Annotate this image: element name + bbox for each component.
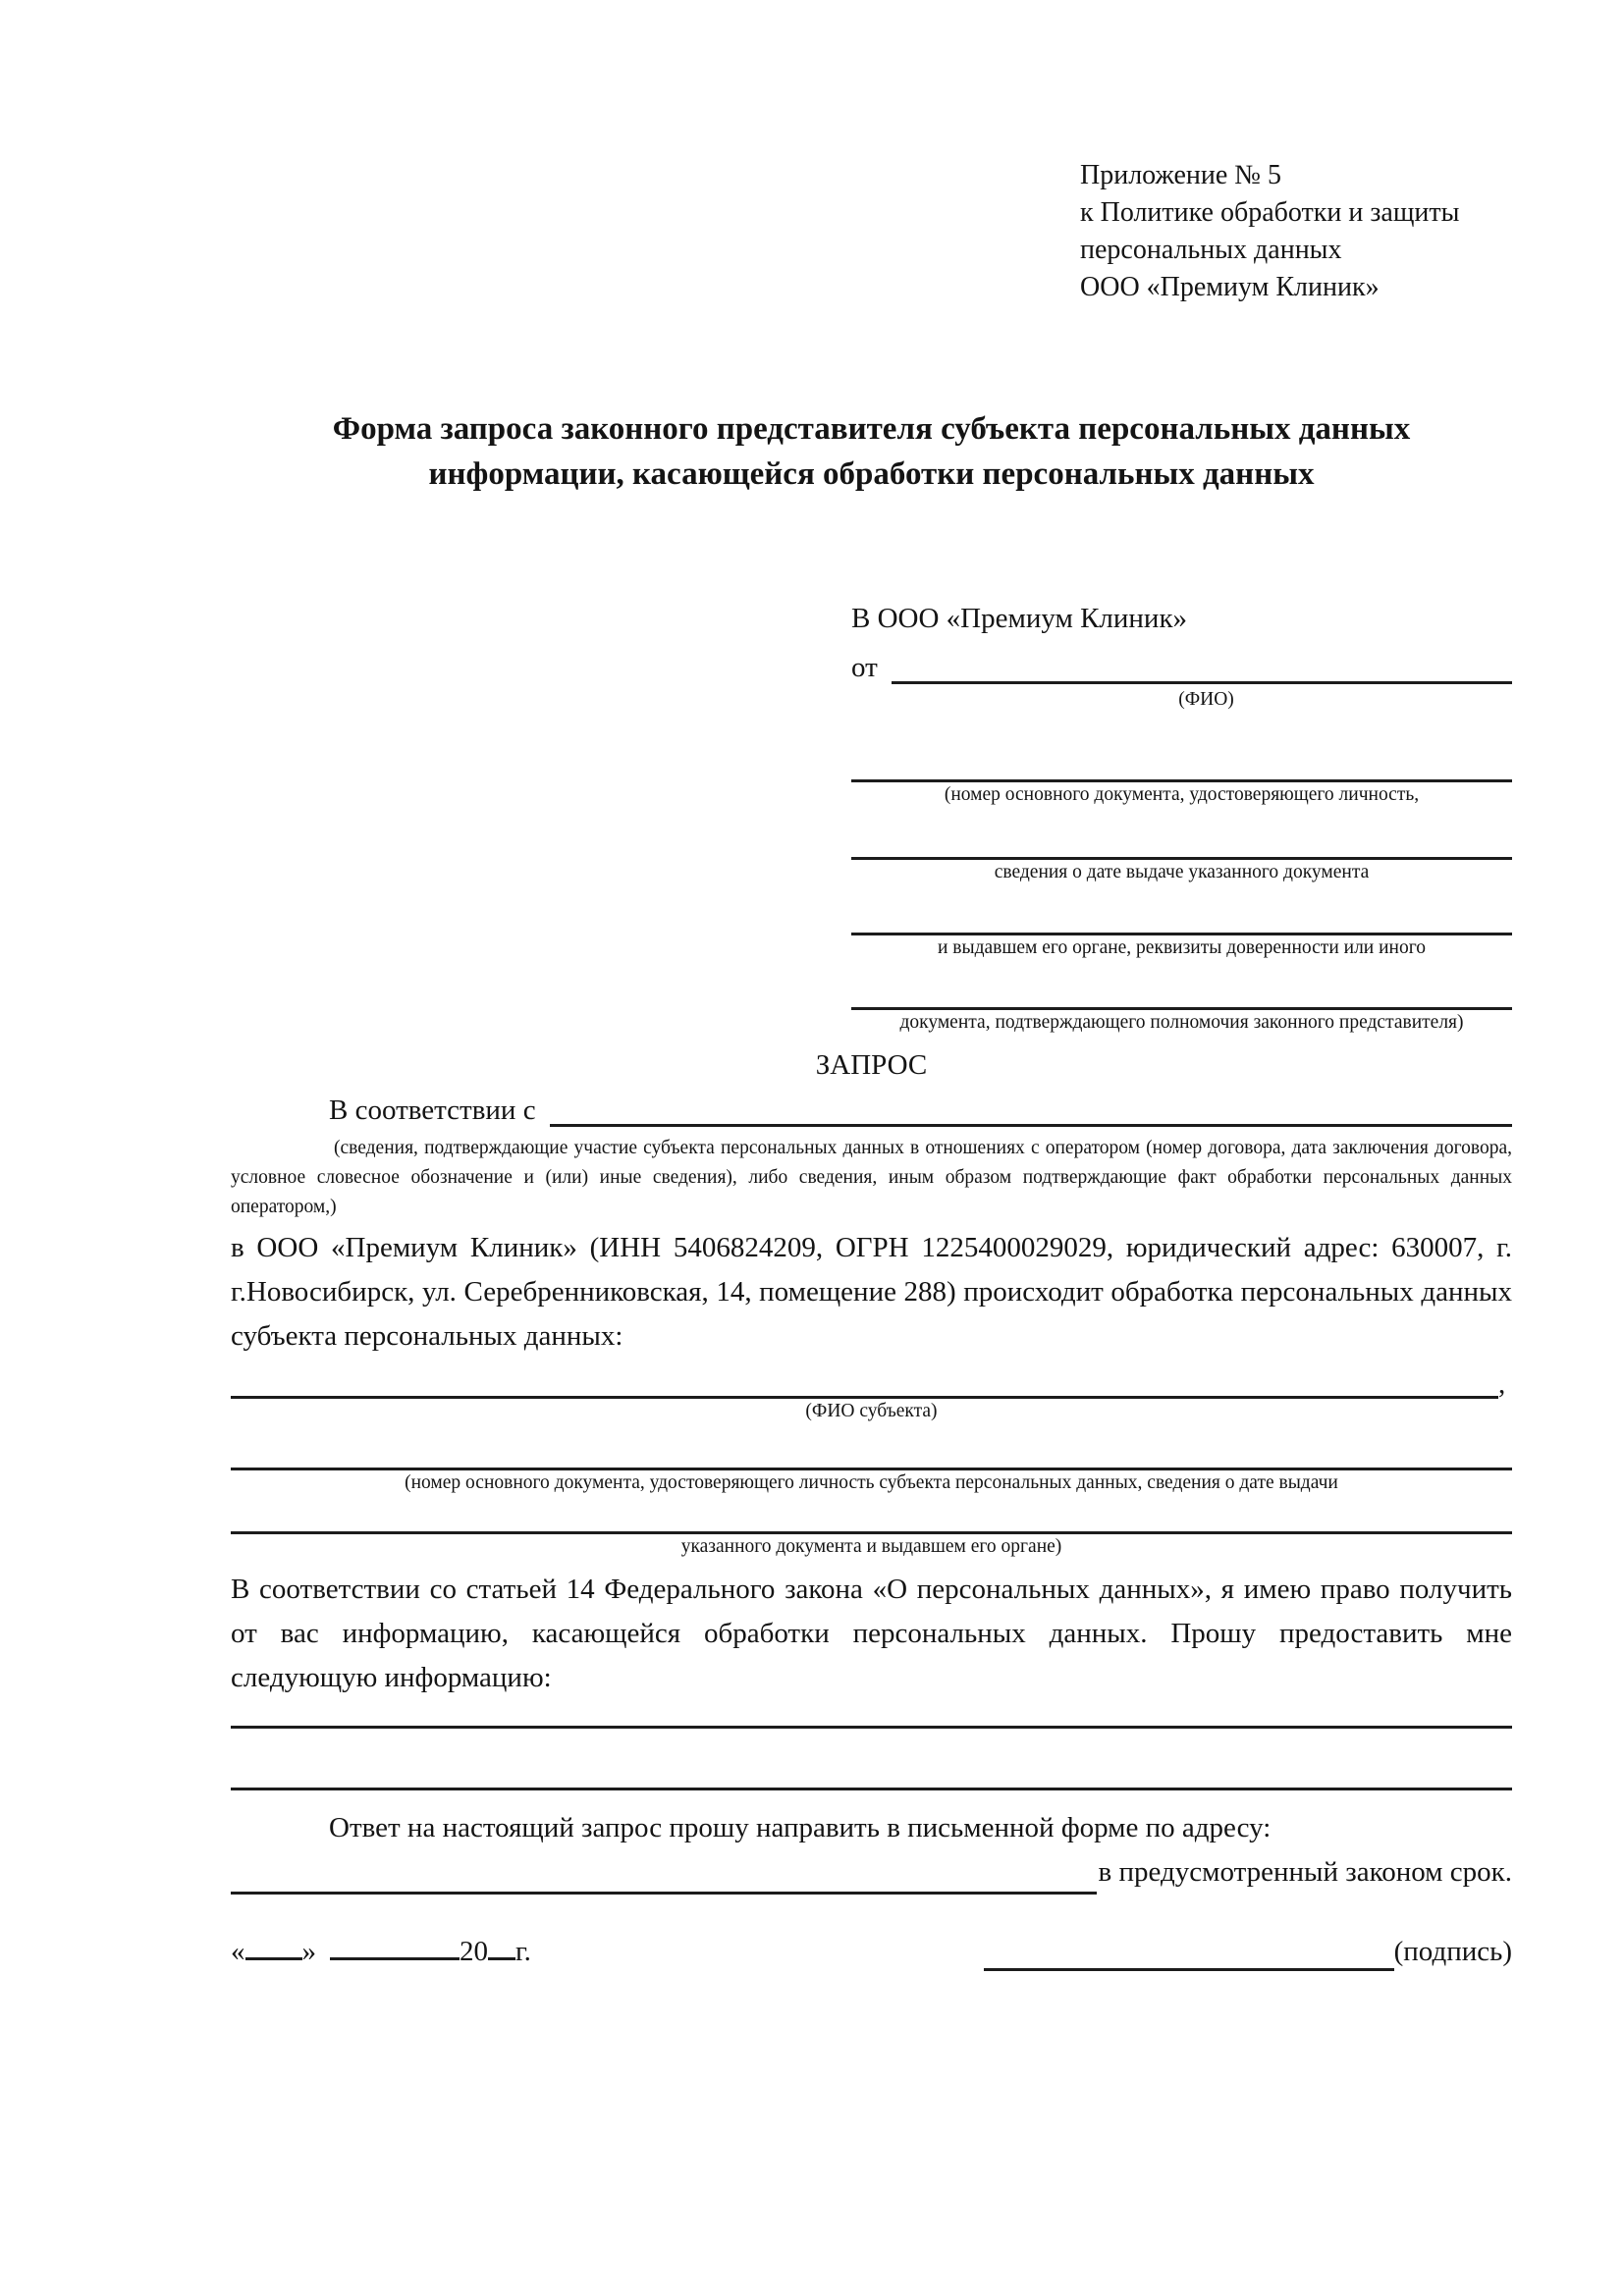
law-paragraph: В соответствии со статьей 14 Федерального закона «О персональных данных», я имею право получить от вас информацию, касающейся обработки персональных данных. Прошу предоставить мне следующую информацию: [231,1574,1512,1693]
reply-address-line [231,1850,1512,1895]
subject-doc-caption: (номер основного документа, удостоверяющего личность субъекта персональных данных, сведения о дате выдачи [405,1472,1338,1493]
representative-doc-field [851,933,1512,961]
appendix-block [1080,157,1512,306]
representative-doc-field [851,1007,1512,1036]
subject-doc-caption: указанного документа и выдавшем его органе) [680,1536,1062,1557]
trailing-comma: , [1498,1368,1506,1400]
year-suffix: г. [515,1936,531,1967]
footer-row [231,1928,1512,1971]
representative-doc-field [851,779,1512,808]
signature-caption: (подпись) [1393,1936,1512,1967]
signature-line [984,1928,1512,1971]
appendix-line: к Политике обработки и защиты [1080,197,1460,228]
field-caption: документа, подтверждающего полномочия законного представителя) [899,1012,1464,1033]
addressee-organization: В ООО «Премиум Клиник» [851,603,1188,634]
fio-caption: (ФИО) [1178,689,1234,710]
field-caption: и выдавшем его органе, реквизиты доверенности или иного [937,937,1426,958]
document-title [231,406,1512,497]
quote-open: « [231,1936,245,1967]
quote-close: » [301,1936,316,1967]
document-title-line2: информации, касающейся обработки персональных данных [428,456,1315,492]
month-blank [330,1928,460,1960]
day-blank [245,1928,302,1960]
appendix-line: персональных данных [1080,235,1342,265]
appendix-line: Приложение № 5 [1080,160,1281,190]
date-line [231,1928,531,1971]
subject-fio-caption: (ФИО субъекта) [805,1401,938,1421]
from-blank-line [892,648,1512,684]
year-blank [488,1928,515,1960]
reply-paragraph: Ответ на настоящий запрос прошу направить в письменной форме по адресу: [329,1812,1272,1843]
appendix-line: ООО «Премиум Клиник» [1080,272,1380,302]
field-caption: сведения о дате выдаче указанного документа [994,862,1370,882]
intro-label: В соответствии с [329,1095,536,1126]
from-line [851,648,1512,687]
addressee-block [851,599,1512,1036]
request-heading: ЗАПРОС [815,1049,928,1081]
blank-line [231,1368,1498,1399]
from-label: от [851,652,878,683]
intro-caption: (сведения, подтверждающие участие субъекта персональных данных в отношениях с оператором (номер договора, дата заключения договора, условное словесное обозначение и (или) иные сведения), либо сведения, иным образом подтверждающие факт обработки персональных данных оператором,) [231,1138,1512,1217]
blank-line [231,1788,1512,1790]
field-caption: (номер основного документа, удостоверяющего личность, [944,784,1420,805]
operator-paragraph: в ООО «Премиум Клиник» (ИНН 5406824209, ОГРН 1225400029029, юридический адрес: 630007, г. г.Новосибирск, ул. Серебренниковская, 14, помещение 288) происходит обработка персональных данных субъекта персональных данных: [231,1232,1512,1352]
blank-line [231,1854,1097,1895]
signature-blank [984,1935,1394,1971]
blank-line [231,1726,1512,1729]
document-title-line1: Форма запроса законного представителя субъекта персональных данных [332,411,1411,447]
subject-fio-line [231,1368,1512,1399]
reply-suffix: в предусмотренный законом срок. [1098,1856,1512,1888]
representative-doc-field [851,857,1512,885]
intro-line [231,1091,1512,1130]
year-prefix: 20 [460,1936,488,1967]
intro-blank-line [550,1091,1512,1127]
